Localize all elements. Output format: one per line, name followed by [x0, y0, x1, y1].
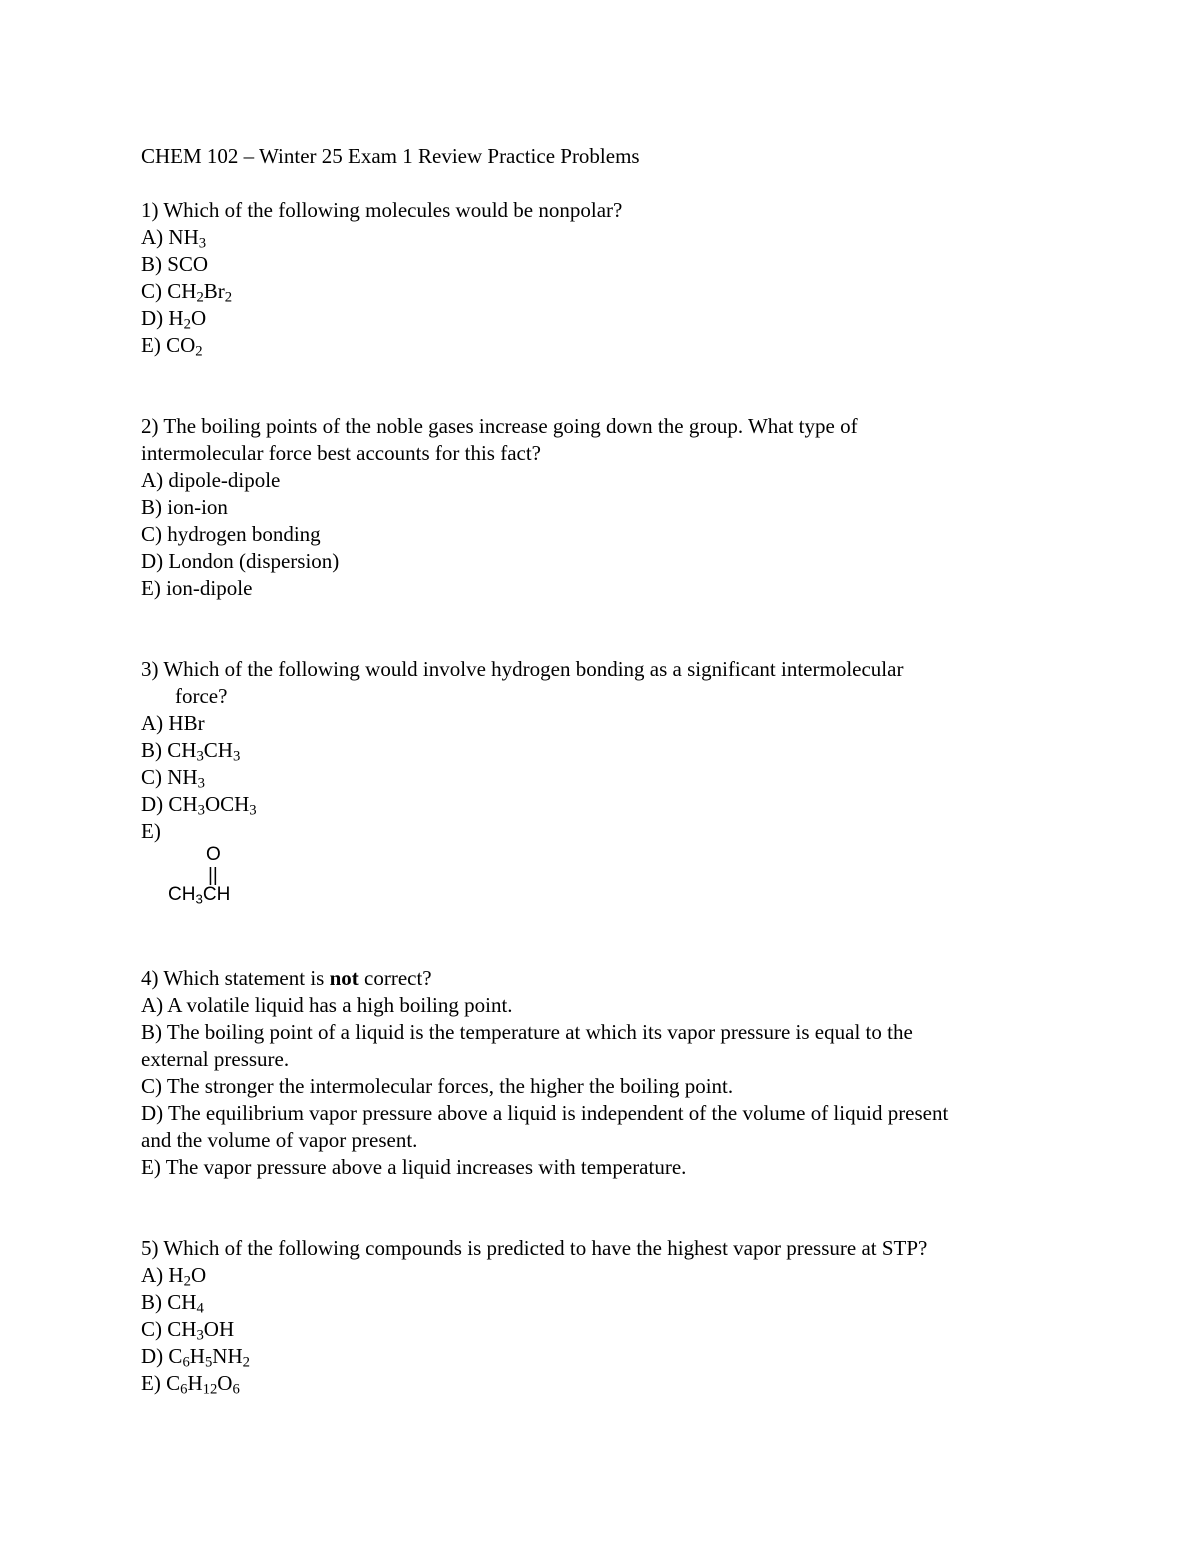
question-3-option-a: A) HBr [141, 711, 205, 735]
question-2-option-b: B) ion-ion [141, 495, 228, 519]
question-2-option-d: D) London (dispersion) [141, 549, 340, 573]
question-2-option-e: E) ion-dipole [141, 576, 253, 600]
question-3-option-d: D) $CH_3OCH_3$ [141, 792, 257, 819]
question-4-option-c: C) The stronger the intermolecular forces, the higher the boiling point. [141, 1074, 734, 1098]
question-5-option-e: E) $C_6H_{12}O_6$ [141, 1371, 240, 1398]
question-3 [141, 656, 1061, 911]
question-1-option-e: E) $CO_2$ [141, 333, 203, 360]
question-1-option-a: A) $NH_3$ [141, 225, 207, 252]
question-1 [141, 197, 1061, 359]
question-4-option-d-line-2: and the volume of vapor present. [141, 1128, 418, 1152]
question-4-option-a: A) A volatile liquid has a high boiling point. [141, 993, 513, 1017]
spacer [141, 359, 1061, 413]
question-5-option-a: A) $H_2O$ [141, 1263, 207, 1290]
spacer [141, 602, 1061, 656]
question-2-stem-line-1: 2) The boiling points of the noble gases increase going down the group. What type of [141, 414, 858, 438]
structure-oxygen: O [206, 844, 221, 865]
acetaldehyde-structure [168, 845, 1061, 911]
spacer [141, 1181, 1061, 1235]
question-5-option-d: D) $C_6H_5NH_2$ [141, 1344, 250, 1371]
question-4-stem: 4) Which statement is not correct? [141, 966, 432, 990]
question-3-option-e: E) [141, 819, 161, 843]
structure-double-bond: || [208, 865, 218, 886]
question-5-stem: 5) Which of the following compounds is predicted to have the highest vapor pressure at STP? [141, 1236, 928, 1260]
question-3-stem-line-1: 3) Which of the following would involve hydrogen bonding as a significant intermolecular [141, 657, 904, 681]
question-3-option-c: C) $NH_3$ [141, 765, 205, 792]
question-3-stem-line-2: force? [175, 684, 228, 708]
spacer [141, 911, 1061, 965]
question-1-stem: 1) Which of the following molecules would be nonpolar? [141, 198, 623, 222]
question-5 [141, 1235, 1061, 1397]
question-2-option-c: C) hydrogen bonding [141, 522, 321, 546]
question-5-option-b: B) $CH_4$ [141, 1290, 204, 1317]
question-1-option-c: C) $CH_2Br_2$ [141, 279, 233, 306]
question-1-option-d: D) $H_2O$ [141, 306, 207, 333]
question-2-option-a: A) dipole-dipole [141, 468, 281, 492]
question-2 [141, 413, 1061, 602]
question-2-stem-line-2: intermolecular force best accounts for this fact? [141, 441, 541, 465]
question-5-option-c: C) $CH_3OH$ [141, 1317, 235, 1344]
question-1-option-b: B) SCO [141, 252, 209, 276]
question-4 [141, 965, 1061, 1181]
question-3-option-b: B) $CH_3CH_3$ [141, 738, 241, 765]
question-4-option-e: E) The vapor pressure above a liquid increases with temperature. [141, 1155, 687, 1179]
document-content [141, 143, 1061, 1397]
page-title: CHEM 102 – Winter 25 Exam 1 Review Practice Problems [141, 144, 640, 168]
structure-chain: $CH_3CH$ [168, 884, 231, 907]
question-4-option-d-line-1: D) The equilibrium vapor pressure above a liquid is independent of the volume of liquid present [141, 1101, 949, 1125]
question-4-option-b-line-2: external pressure. [141, 1047, 290, 1071]
question-4-option-b-line-1: B) The boiling point of a liquid is the temperature at which its vapor pressure is equal to the [141, 1020, 913, 1044]
